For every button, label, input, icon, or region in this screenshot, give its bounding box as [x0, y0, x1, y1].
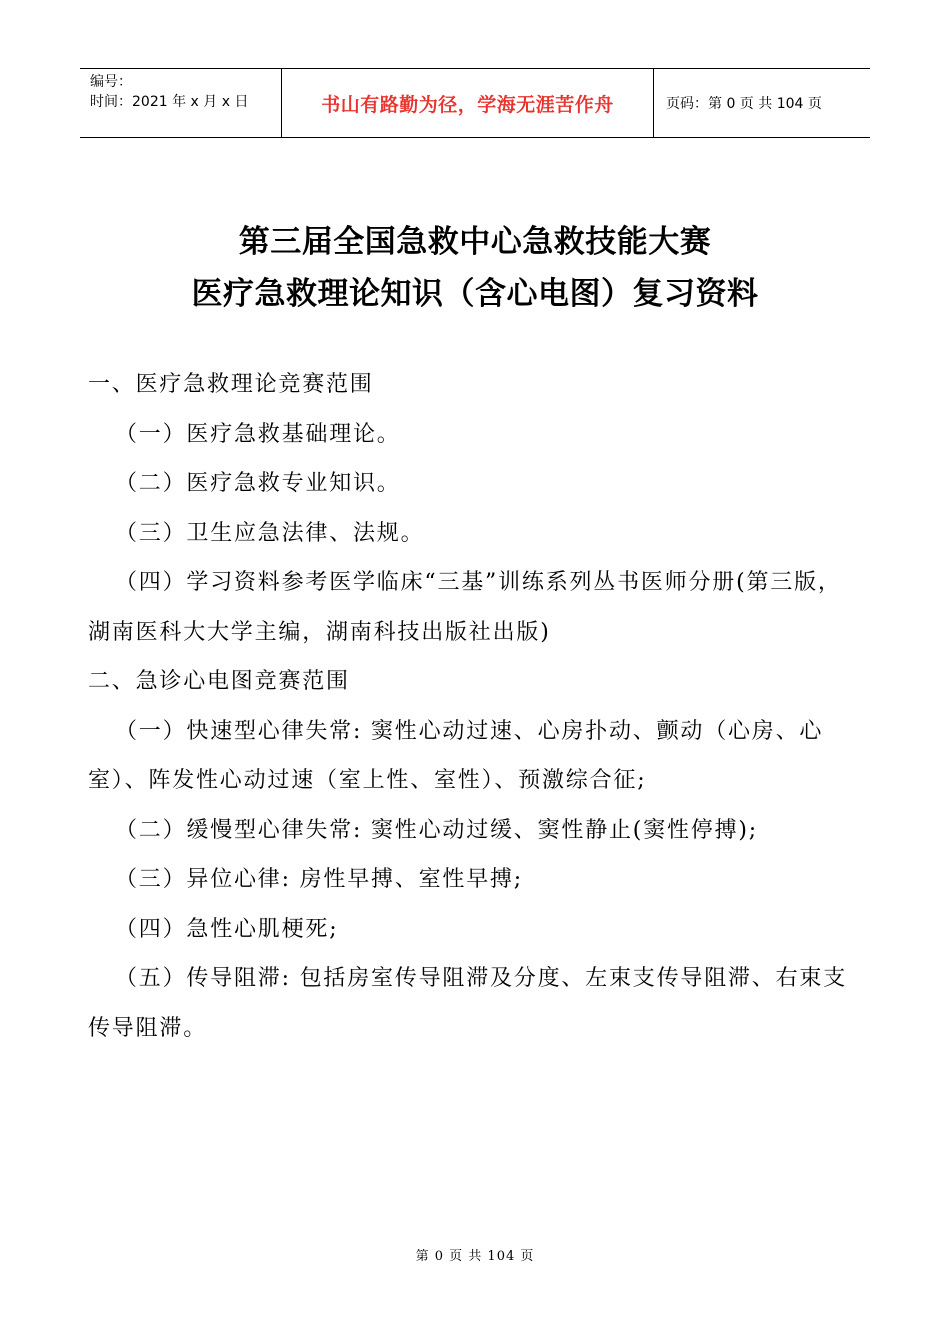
body-paragraph: （三）卫生应急法律、法规。	[115, 520, 425, 546]
page-header-table	[80, 68, 870, 138]
body-paragraph: 二、急诊心电图竞赛范围	[88, 669, 350, 694]
doc-title-line-2: 医疗急救理论知识（含心电图）复习资料	[191, 276, 759, 312]
body-paragraph: （三）异位心律: 房性早搏、室性早搏;	[115, 867, 524, 892]
body-paragraph: 一、医疗急救理论竞赛范围	[88, 372, 374, 397]
body-paragraph: （一）快速型心律失常: 窦性心动过速、心房扑动、颤动（心房、心室）、阵发性心动过速（室上性、室性）、预激综合征;	[88, 718, 824, 793]
header-page-info: 页码：第 0 页 共 104 页	[666, 96, 822, 112]
doc-date-label: 时间：2021 年 x 月 x 日	[90, 94, 249, 110]
doc-code-label: 编号：	[90, 74, 132, 90]
page-footer-number: 第 0 页 共 104 页	[415, 1249, 535, 1264]
body-paragraph: （五）传导阻滞: 包括房室传导阻滞及分度、左束支传导阻滞、右束支传导阻滞。	[88, 966, 848, 1041]
header-meta-cell	[80, 69, 282, 137]
doc-body	[88, 360, 864, 1053]
body-paragraph: （一）医疗急救基础理论。	[115, 421, 401, 447]
doc-title-line-1: 第三届全国急救中心急救技能大赛	[238, 224, 712, 260]
body-paragraph: （二）医疗急救专业知识。	[115, 471, 401, 496]
body-paragraph: （四）急性心肌梗死;	[115, 916, 339, 942]
body-paragraph: （二）缓慢型心律失常: 窦性心动过缓、窦性静止(窦性停搏);	[115, 817, 758, 843]
header-motto: 书山有路勤为径，学海无涯苦作舟	[282, 69, 654, 137]
body-paragraph: （四）学习资料参考医学临床“三基”训练系列丛书医师分册(第三版，湖南医科大大学主编，湖南科技出版社出版)	[88, 570, 842, 645]
